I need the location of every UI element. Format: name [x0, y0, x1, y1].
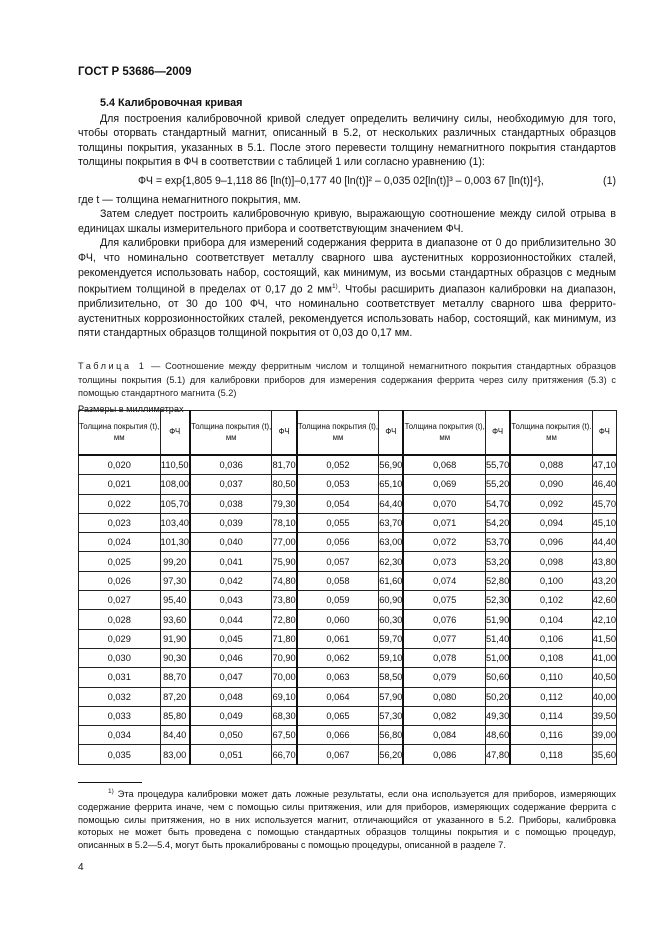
fn-cell: 78,10: [272, 513, 297, 532]
thickness-cell: 0,040: [190, 533, 272, 552]
fn-cell: 103,40: [160, 513, 190, 532]
fn-cell: 44,40: [592, 533, 616, 552]
fn-cell: 68,30: [272, 706, 297, 725]
fn-cell: 40,50: [592, 668, 616, 687]
thickness-cell: 0,057: [297, 552, 379, 571]
formula-number: (1): [603, 174, 616, 187]
thickness-cell: 0,070: [403, 494, 485, 513]
thickness-cell: 0,071: [403, 513, 485, 532]
fn-cell: 67,50: [272, 726, 297, 745]
fn-cell: 70,90: [272, 648, 297, 667]
fn-cell: 63,70: [379, 513, 404, 532]
table-header-row: [79, 411, 617, 456]
footnote-text: Эта процедура калибровки может дать ложные результаты, если она используется для приборов, измеряющих содержание феррита иначе, чем с помощью силы притяжения, или для приборов, измеряющих содержание феррита с помощью силы притяжения, но в них используется магнит, отличающийся от указанного в 5.2. Приборы, калибровка которых не может быть проведена с помощью стандартных образцов толщины покрытия и с помощью процедур, описанных в 5.2—5.4, могут быть прокалиброваны с помощью процедуры, описанной в разделе 7.: [78, 789, 616, 851]
table-row: [79, 513, 617, 532]
thickness-cell: 0,061: [297, 629, 379, 648]
fn-cell: 51,40: [485, 629, 510, 648]
table-label: Таблица 1: [78, 361, 147, 372]
thickness-cell: 0,114: [510, 706, 592, 725]
thickness-cell: 0,041: [190, 552, 272, 571]
formula-legend: где t — толщина немагнитного покрытия, мм.: [78, 193, 302, 206]
table-caption-text: — Соотношение между ферритным числом и толщиной немагнитного покрытия стандартных образцов толщины покрытия (5.1) для калибровки приборов для измерения содержания феррита через силу притяжения (5.3) с помощью стандартного магнита (5.2): [78, 361, 616, 399]
thickness-cell: 0,045: [190, 629, 272, 648]
thickness-cell: 0,076: [403, 610, 485, 629]
fn-cell: 79,30: [272, 494, 297, 513]
thickness-cell: 0,028: [79, 610, 161, 629]
document-header: ГОСТ Р 53686—2009: [78, 66, 192, 78]
thickness-cell: 0,051: [190, 745, 272, 764]
thickness-cell: 0,037: [190, 475, 272, 494]
page-number: 4: [78, 862, 84, 873]
fn-cell: 56,90: [379, 455, 404, 475]
paragraph: Затем следует построить калибровочную кривую, выражающую соотношение между силой отрыва в единицах шкалы измерительного прибора и соответствующим значением ФЧ.: [78, 208, 616, 235]
thickness-cell: 0,050: [190, 726, 272, 745]
thickness-cell: 0,077: [403, 629, 485, 648]
thickness-cell: 0,055: [297, 513, 379, 532]
fn-cell: 45,70: [592, 494, 616, 513]
thickness-cell: 0,067: [297, 745, 379, 764]
fn-cell: 52,80: [485, 571, 510, 590]
fn-cell: 85,80: [160, 706, 190, 725]
column-header: ФЧ: [160, 411, 190, 456]
fn-cell: 49,30: [485, 706, 510, 725]
thickness-cell: 0,044: [190, 610, 272, 629]
document-body: [78, 96, 616, 416]
thickness-cell: 0,059: [297, 591, 379, 610]
fn-cell: 42,60: [592, 591, 616, 610]
fn-cell: 74,80: [272, 571, 297, 590]
paragraph-text: . Чтобы расширить диапазон калибровки на диапазон, приблизительно, от 30 до 100 ФЧ, что номинально соответствует металлу сварного шва феррито-аустенитных коррозионностойких сталей, рекомендуется использовать набор, состоящий, как минимум, из пяти стандартных образцов толщиной покрытия от 0,03 до 0,17 мм.: [78, 283, 617, 340]
thickness-cell: 0,032: [79, 687, 161, 706]
fn-cell: 40,00: [592, 687, 616, 706]
thickness-cell: 0,068: [403, 455, 485, 475]
fn-cell: 51,90: [485, 610, 510, 629]
fn-cell: 60,30: [379, 610, 404, 629]
table-row: [79, 571, 617, 590]
table-row: [79, 475, 617, 494]
thickness-cell: 0,112: [510, 687, 592, 706]
thickness-cell: 0,092: [510, 494, 592, 513]
fn-cell: 99,20: [160, 552, 190, 571]
fn-cell: 55,70: [485, 455, 510, 475]
fn-cell: 50,20: [485, 687, 510, 706]
thickness-cell: 0,075: [403, 591, 485, 610]
thickness-cell: 0,082: [403, 706, 485, 725]
column-header: Толщина покрытия (t), мм: [79, 411, 161, 456]
thickness-cell: 0,062: [297, 648, 379, 667]
fn-cell: 72,80: [272, 610, 297, 629]
thickness-cell: 0,080: [403, 687, 485, 706]
fn-cell: 71,80: [272, 629, 297, 648]
paragraph: [78, 236, 616, 341]
fn-cell: 56,20: [379, 745, 404, 764]
table-caption: [78, 360, 616, 401]
fn-cell: 41,50: [592, 629, 616, 648]
thickness-cell: 0,079: [403, 668, 485, 687]
thickness-cell: 0,106: [510, 629, 592, 648]
thickness-cell: 0,043: [190, 591, 272, 610]
fn-cell: 39,50: [592, 706, 616, 725]
table-row: [79, 687, 617, 706]
thickness-cell: 0,025: [79, 552, 161, 571]
fn-cell: 46,40: [592, 475, 616, 494]
thickness-cell: 0,064: [297, 687, 379, 706]
fn-cell: 101,30: [160, 533, 190, 552]
thickness-cell: 0,049: [190, 706, 272, 725]
fn-cell: 48,60: [485, 726, 510, 745]
table-row: [79, 745, 617, 764]
thickness-cell: 0,084: [403, 726, 485, 745]
fn-cell: 77,00: [272, 533, 297, 552]
table-row: [79, 610, 617, 629]
section-title: 5.4 Калибровочная кривая: [100, 97, 243, 109]
fn-cell: 80,50: [272, 475, 297, 494]
thickness-cell: 0,096: [510, 533, 592, 552]
table-row: [79, 552, 617, 571]
calibration-table: [78, 410, 617, 765]
thickness-cell: 0,023: [79, 513, 161, 532]
thickness-cell: 0,030: [79, 648, 161, 667]
thickness-cell: 0,060: [297, 610, 379, 629]
thickness-cell: 0,073: [403, 552, 485, 571]
thickness-cell: 0,063: [297, 668, 379, 687]
table-row: [79, 455, 617, 475]
table-units: Размеры в миллиметрах: [78, 403, 184, 414]
thickness-cell: 0,069: [403, 475, 485, 494]
fn-cell: 91,90: [160, 629, 190, 648]
thickness-cell: 0,031: [79, 668, 161, 687]
fn-cell: 83,00: [160, 745, 190, 764]
fn-cell: 45,10: [592, 513, 616, 532]
fn-cell: 108,00: [160, 475, 190, 494]
thickness-cell: 0,034: [79, 726, 161, 745]
table-row: [79, 591, 617, 610]
thickness-cell: 0,108: [510, 648, 592, 667]
paragraph-text: Для калибровки прибора для измерений содержания феррита в диапазоне от 0 до приблизительно 30 ФЧ, что номинально соответствует металлу сварного шва аустенитных коррозионностойких сталей, рекомендуется использовать набор, состоящий, как минимум, из восьми стандартных образцов с медным покрытием толщиной в пределах от 0,17 до 2 мм: [78, 237, 616, 296]
column-header: ФЧ: [379, 411, 404, 456]
footnote: [78, 786, 616, 852]
table-row: [79, 494, 617, 513]
thickness-cell: 0,058: [297, 571, 379, 590]
table-row: [79, 648, 617, 667]
thickness-cell: 0,039: [190, 513, 272, 532]
thickness-cell: 0,027: [79, 591, 161, 610]
fn-cell: 97,30: [160, 571, 190, 590]
fn-cell: 66,70: [272, 745, 297, 764]
column-header: ФЧ: [592, 411, 616, 456]
fn-cell: 64,40: [379, 494, 404, 513]
thickness-cell: 0,104: [510, 610, 592, 629]
fn-cell: 95,40: [160, 591, 190, 610]
thickness-cell: 0,056: [297, 533, 379, 552]
thickness-cell: 0,029: [79, 629, 161, 648]
fn-cell: 50,60: [485, 668, 510, 687]
fn-cell: 52,30: [485, 591, 510, 610]
thickness-cell: 0,046: [190, 648, 272, 667]
fn-cell: 54,70: [485, 494, 510, 513]
fn-cell: 87,20: [160, 687, 190, 706]
thickness-cell: 0,053: [297, 475, 379, 494]
fn-cell: 57,90: [379, 687, 404, 706]
thickness-cell: 0,042: [190, 571, 272, 590]
fn-cell: 69,10: [272, 687, 297, 706]
fn-cell: 43,80: [592, 552, 616, 571]
thickness-cell: 0,048: [190, 687, 272, 706]
fn-cell: 84,40: [160, 726, 190, 745]
column-header: Толщина покрытия (t), мм: [297, 411, 379, 456]
thickness-cell: 0,094: [510, 513, 592, 532]
thickness-cell: 0,038: [190, 494, 272, 513]
column-header: ФЧ: [485, 411, 510, 456]
column-header: ФЧ: [272, 411, 297, 456]
thickness-cell: 0,066: [297, 726, 379, 745]
column-header: Толщина покрытия (t), мм: [190, 411, 272, 456]
thickness-cell: 0,036: [190, 455, 272, 475]
fn-cell: 105,70: [160, 494, 190, 513]
fn-cell: 93,60: [160, 610, 190, 629]
fn-cell: 60,90: [379, 591, 404, 610]
fn-cell: 110,50: [160, 455, 190, 475]
thickness-cell: 0,102: [510, 591, 592, 610]
column-header: Толщина покрытия (t). мм: [510, 411, 592, 456]
fn-cell: 70,00: [272, 668, 297, 687]
thickness-cell: 0,118: [510, 745, 592, 764]
fn-cell: 81,70: [272, 455, 297, 475]
thickness-cell: 0,033: [79, 706, 161, 725]
fn-cell: 35,60: [592, 745, 616, 764]
paragraph: Для построения калибровочной кривой следует определить величину силы, необходимую для того, чтобы оторвать стандартный магнит, описанный в 5.2, от нескольких различных стандартных образцов толщины покрытия, указанных в 5.1. После этого перевести толщину немагнитного покрытия стандартов толщины покрытия в ФЧ в соответствии с таблицей 1 или согласно уравнению (1):: [78, 112, 616, 169]
fn-cell: 90,30: [160, 648, 190, 667]
fn-cell: 59,10: [379, 648, 404, 667]
fn-cell: 43,20: [592, 571, 616, 590]
thickness-cell: 0,088: [510, 455, 592, 475]
fn-cell: 88,70: [160, 668, 190, 687]
thickness-cell: 0,090: [510, 475, 592, 494]
thickness-cell: 0,065: [297, 706, 379, 725]
table-row: [79, 668, 617, 687]
fn-cell: 54,20: [485, 513, 510, 532]
fn-cell: 61,60: [379, 571, 404, 590]
thickness-cell: 0,022: [79, 494, 161, 513]
thickness-cell: 0,078: [403, 648, 485, 667]
fn-cell: 51,00: [485, 648, 510, 667]
thickness-cell: 0,020: [79, 455, 161, 475]
thickness-cell: 0,100: [510, 571, 592, 590]
thickness-cell: 0,035: [79, 745, 161, 764]
table-row: [79, 706, 617, 725]
fn-cell: 39,00: [592, 726, 616, 745]
formula-text: ФЧ = exp{1,805 9–1,118 86 [ln(t)]–0,177 40 [ln(t)]² – 0,035 02[ln(t)]³ – 0,003 67 [ln(t)]⁴},: [138, 174, 544, 187]
thickness-cell: 0,024: [79, 533, 161, 552]
thickness-cell: 0,116: [510, 726, 592, 745]
thickness-cell: 0,110: [510, 668, 592, 687]
fn-cell: 59,70: [379, 629, 404, 648]
fn-cell: 73,80: [272, 591, 297, 610]
fn-cell: 41,00: [592, 648, 616, 667]
footnote-mark: 1): [108, 788, 114, 795]
fn-cell: 63,00: [379, 533, 404, 552]
column-header: Толщина покрытия (t), мм: [403, 411, 485, 456]
fn-cell: 57,30: [379, 706, 404, 725]
thickness-cell: 0,086: [403, 745, 485, 764]
fn-cell: 47,80: [485, 745, 510, 764]
footnote-divider: [78, 782, 142, 783]
thickness-cell: 0,072: [403, 533, 485, 552]
table-row: [79, 533, 617, 552]
table-row: [79, 629, 617, 648]
thickness-cell: 0,098: [510, 552, 592, 571]
thickness-cell: 0,052: [297, 455, 379, 475]
fn-cell: 42,10: [592, 610, 616, 629]
fn-cell: 62,30: [379, 552, 404, 571]
thickness-cell: 0,054: [297, 494, 379, 513]
fn-cell: 56,80: [379, 726, 404, 745]
thickness-cell: 0,021: [79, 475, 161, 494]
fn-cell: 53,70: [485, 533, 510, 552]
thickness-cell: 0,074: [403, 571, 485, 590]
fn-cell: 65,10: [379, 475, 404, 494]
thickness-cell: 0,026: [79, 571, 161, 590]
thickness-cell: 0,047: [190, 668, 272, 687]
footnote-ref: 1): [331, 283, 338, 291]
fn-cell: 55,20: [485, 475, 510, 494]
fn-cell: 58,50: [379, 668, 404, 687]
formula: [78, 174, 616, 189]
fn-cell: 53,20: [485, 552, 510, 571]
table-row: [79, 726, 617, 745]
fn-cell: 47,10: [592, 455, 616, 475]
fn-cell: 75,90: [272, 552, 297, 571]
